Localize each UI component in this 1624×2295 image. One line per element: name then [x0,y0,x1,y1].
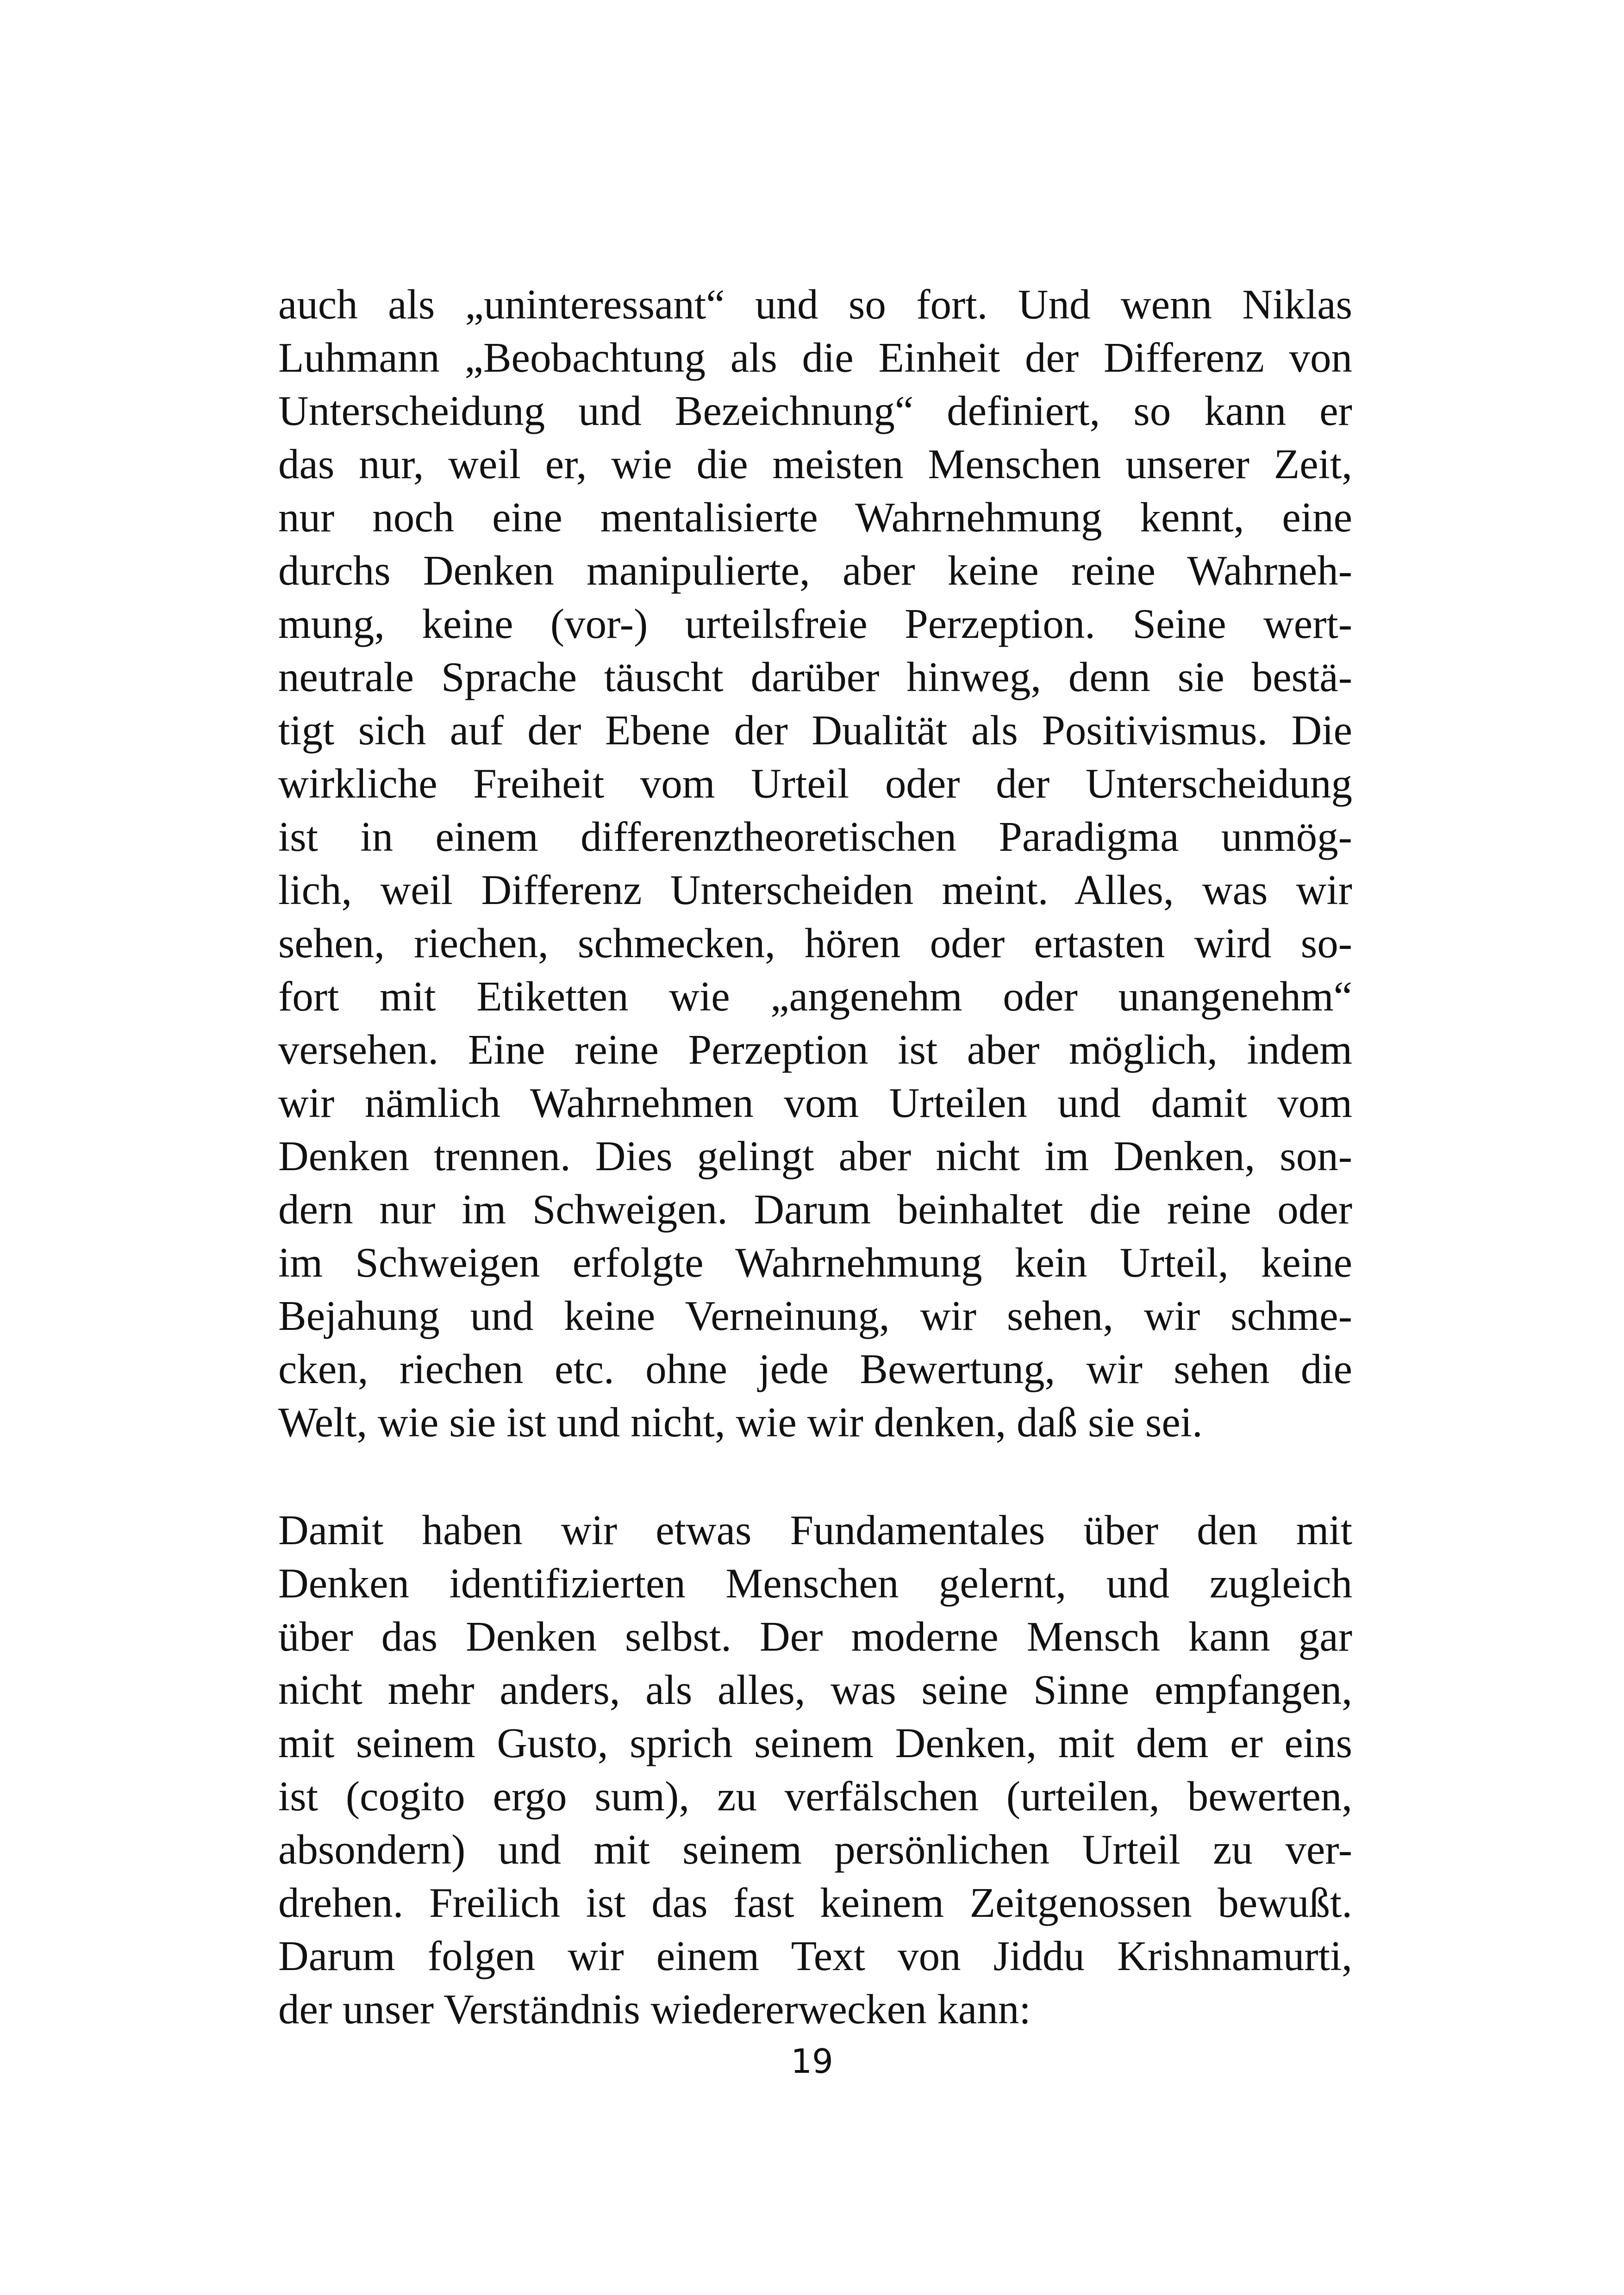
text-line: Welt, wie sie ist und nicht, wie wir denken, daß sie sei. [278,1399,1203,1446]
text-line: versehen. Eine reine Perzeption ist aber möglich, indem [278,1026,1352,1073]
text-line: das nur, weil er, wie die meisten Menschen unserer Zeit, [278,441,1352,487]
text-line: der unser Verständnis wiedererwecken kann: [278,1986,1031,2033]
text-line: Darum folgen wir einem Text von Jiddu Krishnamurti, [278,1933,1352,1979]
text-line: fort mit Etiketten wie „angenehm oder unangenehm“ [278,973,1352,1020]
text-line: im Schweigen erfolgte Wahrnehmung kein Urteil, keine [278,1239,1352,1286]
text-line: neutrale Sprache täuscht darüber hinweg, denn sie bestä- [278,654,1352,700]
paragraph-spacer [278,1449,1352,1503]
text-line: wirkliche Freiheit vom Urteil oder der Unterscheidung [278,760,1352,807]
text-line: Unterscheidung und Bezeichnung“ definiert, so kann er [278,387,1352,434]
text-line: ist (cogito ergo sum), zu verfälschen (urteilen, bewerten, [278,1773,1352,1820]
paragraph-2 [278,1503,1352,2036]
text-line: lich, weil Differenz Unterscheiden meint. Alles, was wir [278,867,1352,913]
text-line: nur noch eine mentalisierte Wahrnehmung kennt, eine [278,494,1352,541]
paragraph-1 [278,278,1352,1449]
text-line: Denken identifizierten Menschen gelernt, und zugleich [278,1560,1352,1607]
page-number: 19 [791,2042,833,2081]
text-line: über das Denken selbst. Der moderne Mensch kann gar [278,1613,1352,1660]
body-text [278,278,1352,2036]
text-line: mit seinem Gusto, sprich seinem Denken, mit dem er eins [278,1720,1352,1766]
text-line: nicht mehr anders, als alles, was seine Sinne empfangen, [278,1666,1352,1713]
text-line: auch als „uninteressant“ und so fort. Und wenn Niklas [278,281,1352,328]
text-line: sehen, riechen, schmecken, hören oder ertasten wird so- [278,920,1352,967]
text-line: Denken trennen. Dies gelingt aber nicht im Denken, son- [278,1133,1352,1179]
text-line: drehen. Freilich ist das fast keinem Zeitgenossen bewußt. [278,1879,1352,1926]
text-line: mung, keine (vor-) urteilsfreie Perzeption. Seine wert- [278,600,1352,647]
text-line: dern nur im Schweigen. Darum beinhaltet die reine oder [278,1186,1352,1233]
text-line: Luhmann „Beobachtung als die Einheit der Differenz von [278,334,1352,381]
text-line: cken, riechen etc. ohne jede Bewertung, wir sehen die [278,1346,1352,1392]
text-line: tigt sich auf der Ebene der Dualität als Positivismus. Die [278,707,1352,754]
text-line: wir nämlich Wahrnehmen vom Urteilen und damit vom [278,1079,1352,1126]
text-line: ist in einem differenztheoretischen Paradigma unmög- [278,813,1352,860]
text-line: absondern) und mit seinem persönlichen Urteil zu ver- [278,1826,1352,1873]
text-line: Bejahung und keine Verneinung, wir sehen, wir schme- [278,1292,1352,1339]
text-line: Damit haben wir etwas Fundamentales über den mit [278,1507,1352,1553]
text-line: durchs Denken manipulierte, aber keine reine Wahrneh- [278,547,1352,594]
